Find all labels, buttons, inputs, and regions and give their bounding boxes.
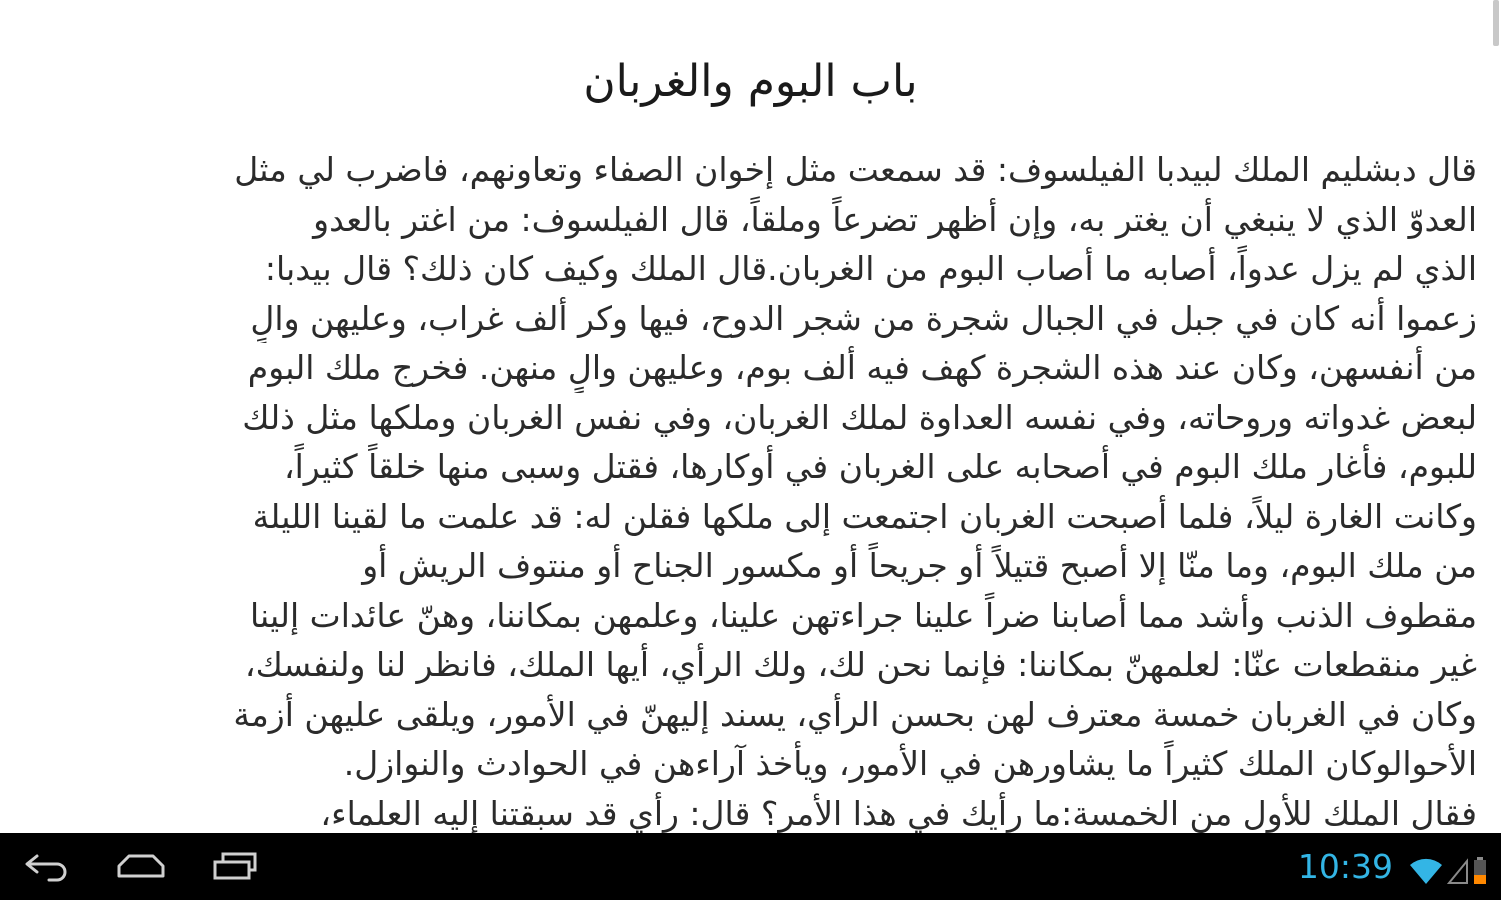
story-body [36, 145, 1477, 833]
scroll-indicator [1493, 0, 1499, 46]
battery-icon [1473, 857, 1487, 885]
text-line: للبوم، فأغار ملك البوم في أصحابه على الغربان في أوكارها، فقتل وسبى منها خلقاً كثيراً، [283, 447, 1477, 486]
text-line: الذي لم يزل عدواً، أصابه ما أصاب البوم من الغربان.قال الملك وكيف كان ذلك؟ قال بيدبا: [264, 249, 1477, 288]
text-line: من ملك البوم، وما منّا إلا أصبح قتيلاً أو جريحاً أو مكسور الجناح أو منتوف الريش أو [362, 546, 1477, 585]
home-button[interactable] [106, 841, 176, 891]
clock: 10:39 [1297, 847, 1393, 886]
status-icons [1409, 851, 1487, 885]
text-line: فقال الملك للأول من الخمسة:ما رأيك في هذا الأمر؟ قال: رأي قد سبقتنا إليه العلماء، [320, 793, 1477, 833]
text-line: زعموا أنه كان في جبل في الجبال شجرة من شجر الدوح، فيها وكر ألف غراب، وعليهن والٍ [250, 298, 1477, 338]
text-line: لبعض غدواته وروحاته، وفي نفسه العداوة لملك الغربان، وفي نفس الغربان وملكها مثل ذلك [242, 397, 1477, 437]
text-line: الأحوالوكان الملك كثيراً ما يشاورهن في الأمور، ويأخذ آراءهن في الحوادث والنوازل. [343, 744, 1477, 783]
recents-icon [209, 850, 261, 882]
text-line: العدوّ الذي لا ينبغي أن يغتر به، وإن أظهر تضرعاً وملقاً، قال الفيلسوف: من اغتر بالعدو [313, 199, 1477, 239]
wifi-icon [1409, 857, 1443, 885]
back-icon [23, 850, 71, 882]
text-line: من أنفسهن، وكان عند هذه الشجرة كهف فيه ألف بوم، وعليهن والٍ منهن. فخرج ملك البوم [247, 348, 1477, 387]
home-icon [115, 850, 167, 882]
text-line: وكان في الغربان خمسة معترف لهن بحسن الرأي، يسند إليهنّ في الأمور، ويلقى عليهن أزمة [233, 694, 1477, 734]
recents-button[interactable] [200, 841, 270, 891]
text-line: وكانت الغارة ليلاً، فلما أصبحت الغربان اجتمعت إلى ملكها فقلن له: قد علمت ما لقينا الليلة [252, 496, 1477, 536]
text-line: غير منقطعات عنّا: لعلمهنّ بمكاننا: فإنما نحن لك، ولك الرأي، أيها الملك، فانظر لنا ولنفسك، [244, 645, 1477, 684]
back-button[interactable] [12, 841, 82, 891]
text-line: مقطوف الذنب وأشد مما أصابنا ضراً علينا جراءتهن علينا، وعلمهن بمكاننا، وهنّ عائدات إلينا [249, 595, 1477, 635]
text-line: قال دبشليم الملك لبيدبا الفيلسوف: قد سمعت مثل إخوان الصفاء وتعاونهم، فاضرب لي مثل [234, 150, 1477, 189]
page-title: باب البوم والغربان [583, 56, 918, 107]
signal-icon [1447, 857, 1469, 885]
system-navigation-bar [0, 833, 1501, 900]
